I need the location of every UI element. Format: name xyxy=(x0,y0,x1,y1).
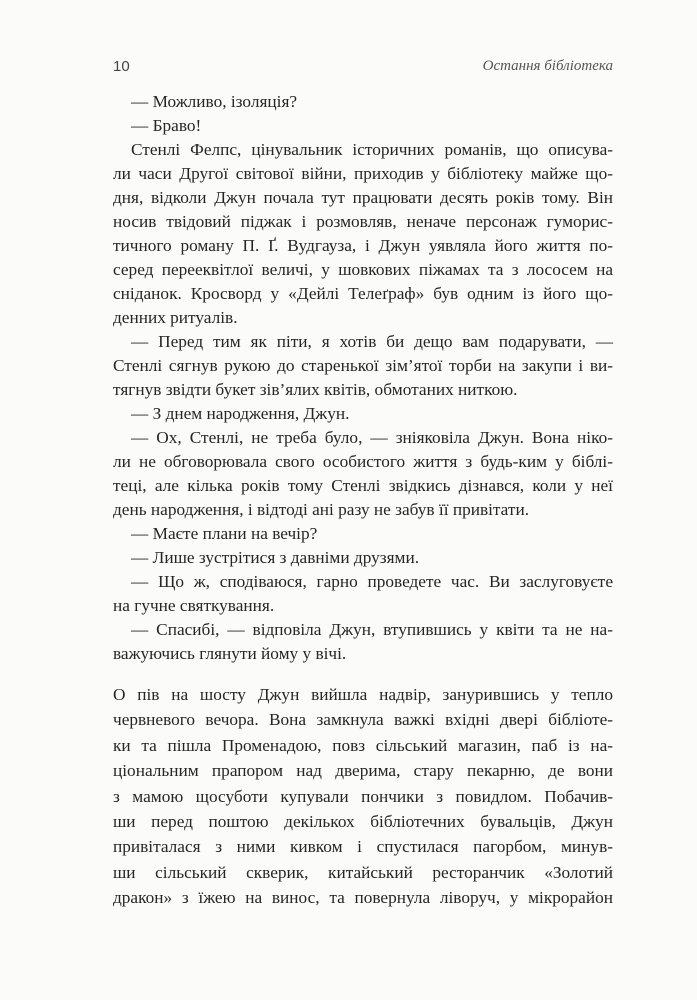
text-line: з мамою щосуботи купували пончики з повидлом. Побачив- xyxy=(113,786,613,806)
text-line: дракон» з їжею на винос, та повернула ліворуч, у мікрорайон xyxy=(113,888,613,908)
text-line: важуючись глянути йому у вічі. xyxy=(113,644,347,663)
text-line: дня, відколи Джун почала тут працювати десять років тому. Він xyxy=(113,188,613,207)
text-line: денних ритуалів. xyxy=(113,308,238,327)
text-line: червневого вечора. Вона замкнула важкі вхідні двері бібліоте- xyxy=(113,710,613,730)
dialogue-section xyxy=(113,90,613,666)
text-line: — Ох, Стенлі, не треба було, — зніяковіла Джун. Вона ніко- xyxy=(131,428,613,447)
text-line: ли не обговорювала свого особистого життя з будь-ким у біблі- xyxy=(113,452,613,471)
text-line: — Лише зустрітися з давніми друзями. xyxy=(131,548,420,567)
text-line: ки та пішла Променадою, повз сільський магазин, паб із на- xyxy=(113,735,613,755)
text-line: — Що ж, сподіваюся, гарно проведете час. Ви заслуговуєте xyxy=(131,572,613,591)
text-line: О пів на шосту Джун вийшла надвір, занурившись у тепло xyxy=(113,685,613,704)
text-line: — Маєте плани на вечір? xyxy=(131,524,318,543)
text-line: Стенлі Фелпс, цінувальник історичних романів, що описува- xyxy=(131,140,613,159)
text-line: серед перееквітлої величі, у шовкових піжамах та з лососем на xyxy=(113,260,613,279)
closing-paragraph xyxy=(113,682,613,911)
page-number: 10 xyxy=(113,58,130,75)
text-line: на гучне святкування. xyxy=(113,596,275,615)
text-line: ши сільський скверик, китайський ресторанчик «Золотий xyxy=(113,862,613,882)
text-line: — Можливо, ізоляція? xyxy=(131,92,298,111)
text-line: носив твідовий піджак і розмовляв, неначе персонаж гуморис- xyxy=(113,212,613,231)
text-line: ши перед поштою декількох бібліотечних бувальців, Джун xyxy=(113,811,613,831)
text-line: — З днем народження, Джун. xyxy=(131,404,350,423)
text-line: день народження, і відтоді ані разу не забув її привітати. xyxy=(113,500,530,519)
text-line: — Перед тим як піти, я хотів би дещо вам подарувати, — xyxy=(131,332,613,351)
running-title: Остання бібліотека xyxy=(482,58,613,74)
text-line: ли часи Другої світової війни, приходив у бібліотеку майже що- xyxy=(113,164,613,183)
text-line: тичного роману П. Ґ. Вудгауза, і Джун уявляла його життя по- xyxy=(113,236,613,255)
text-line: теці, але кілька років тому Стенлі звідкись дізнався, коли у неї xyxy=(113,476,613,495)
text-line: Стенлі сягнув рукою до старенької зім’ятої торби на закупи і ви- xyxy=(113,356,613,375)
text-line: — Браво! xyxy=(131,116,202,135)
text-line: сніданок. Кросворд у «Дейлі Телеґраф» був одним із його що- xyxy=(113,284,613,303)
text-line: ціональним прапором над дверима, стару пекарню, де вони xyxy=(113,761,613,781)
text-line: тягнув звідти букет зів’ялих квітів, обмотаних ниткою. xyxy=(113,380,518,399)
text-line: — Спасибі, — відповіла Джун, втупившись у квіти та не на- xyxy=(131,620,613,639)
text-line: привіталася з ними кивком і спустилася пагорбом, минув- xyxy=(113,837,613,857)
